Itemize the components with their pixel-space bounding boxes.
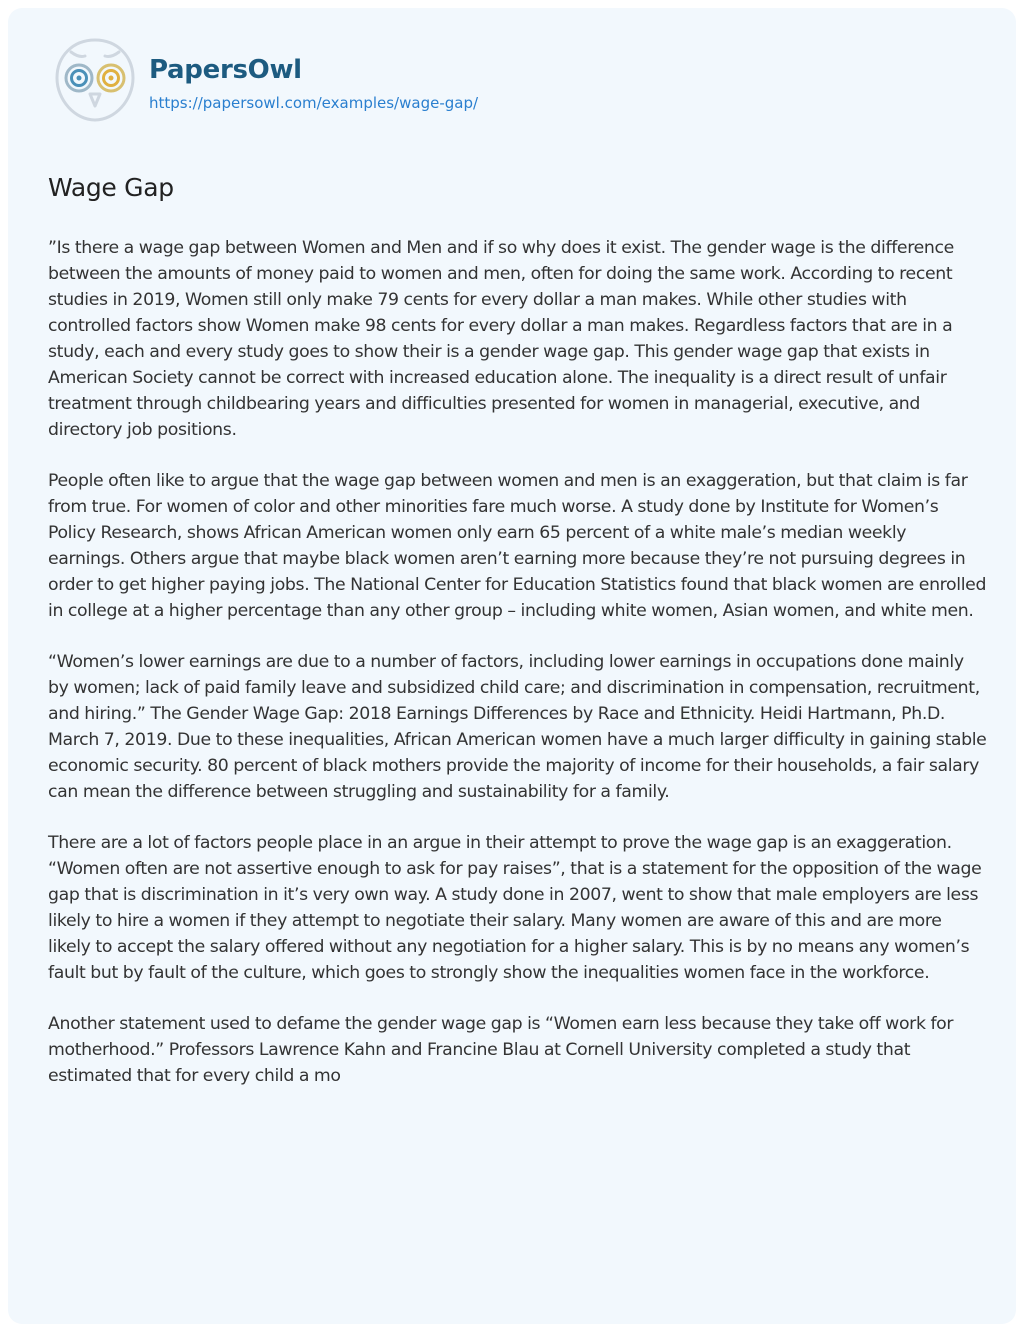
site-header [49,34,478,126]
source-url-link[interactable]: https://papersowl.com/examples/wage-gap/ [149,94,479,112]
essay-title: Wage Gap [48,173,174,202]
essay-paragraph: ”Is there a wage gap between Women and Men and if so why does it exist. The gender wage is the difference between the amounts of money paid to women and men, often for doing the same work. According to recent studies in 2019, Women still only make 79 cents for every dollar a man makes. While other studies with controlled factors show Women make 98 cents for every dollar a man makes. Regardless factors that are in a study, each and every study goes to show their is a gender wage gap. This gender wage gap that exists in American Society cannot be correct with increased education alone. The inequality is a direct result of unfair treatment through childbearing years and difficulties presented for women in managerial, executive, and directory job positions. [48,238,954,440]
brand-name[interactable]: PapersOwl [149,55,302,85]
essay-paragraph: Another statement used to defame the gender wage gap is “Women earn less because they take off work for motherhood.” Professors Lawrence Kahn and Francine Blau at Cornell University completed a study that estimated that for every child a mo [48,1014,954,1086]
essay-body [48,235,988,1114]
essay-paragraph: There are a lot of factors people place in an argue in their attempt to prove the wage gap is an exaggeration. “Women often are not assertive enough to ask for pay raises”, that is a statement for the opposition of the wage gap that is discrimination in it’s very own way. A study done in 2007, went to show that male employers are less likely to hire a women if they attempt to negotiate their salary. Many women are aware of this and are more likely to accept the salary offered without any negotiation for a higher salary. This is by no means any women’s fault but by fault of the culture, which goes to strongly show the inequalities women face in the workforce. [48,833,982,983]
essay-paragraph: People often like to argue that the wage gap between women and men is an exaggeration, but that claim is far from true. For women of color and other minorities fare much worse. A study done by Institute for Women’s Policy Research, shows African American women only earn 65 percent of a white male’s median weekly earnings. Others argue that maybe black women aren’t earning more because they’re not pursuing degrees in order to get higher paying jobs. The National Center for Education Statistics found that black women are enrolled in college at a higher percentage than any other group – including white women, Asian women, and white men. [48,471,987,621]
owl-icon[interactable] [49,34,141,126]
brand-block [149,34,478,114]
essay-card [8,8,1016,1324]
essay-paragraph: “Women’s lower earnings are due to a number of factors, including lower earnings in occupations done mainly by women; lack of paid family leave and subsidized child care; and discrimination in compensation, recruitment, and hiring.” The Gender Wage Gap: 2018 Earnings Differences by Race and Ethnicity. Heidi Hartmann, Ph.D. March 7, 2019. Due to these inequalities, African American women have a much larger difficulty in gaining stable economic security. 80 percent of black mothers provide the majority of income for their households, a fair salary can mean the difference between struggling and sustainability for a family. [48,652,987,802]
